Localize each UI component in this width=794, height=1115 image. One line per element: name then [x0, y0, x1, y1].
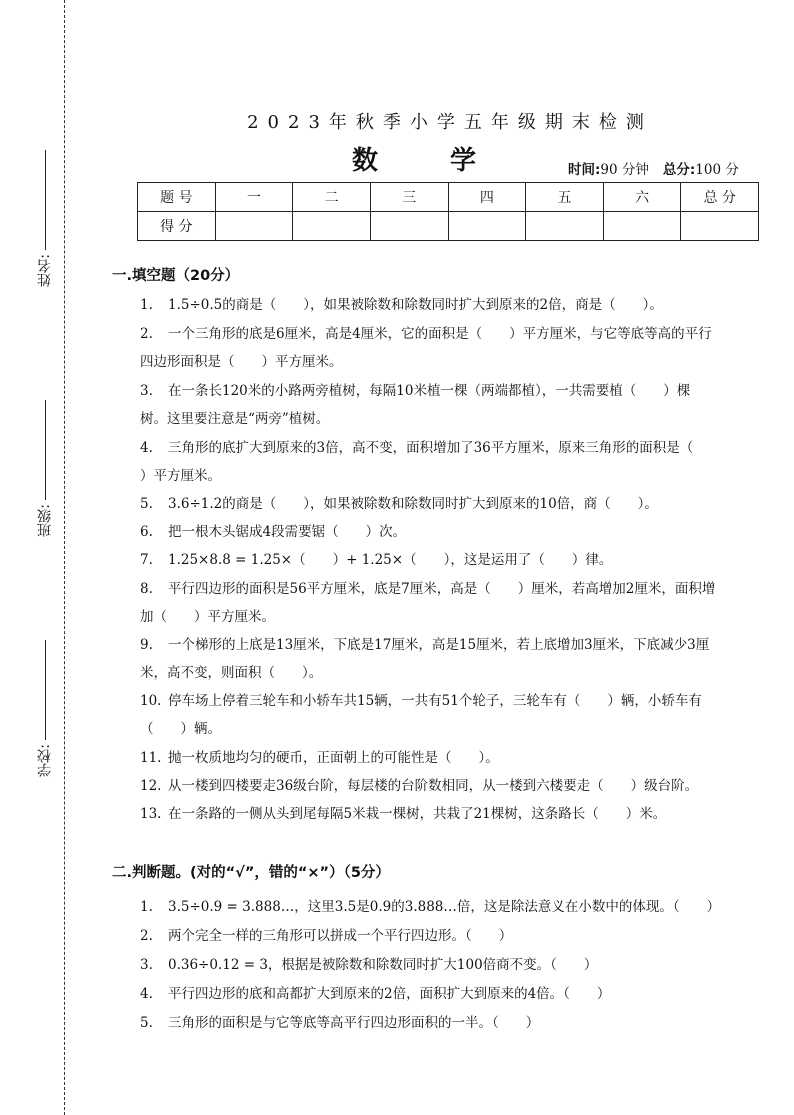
side-field-class: [34, 400, 56, 537]
question-text: 0.36÷0.12 = 3，根据是被除数和除数同时扩大100倍商不变。（ ）: [168, 957, 598, 973]
section1-title: 一.填空题（20分）: [112, 268, 240, 284]
question: [140, 434, 760, 490]
section2-title: 二.判断题。(对的“√”，错的“×”）（5分）: [112, 865, 390, 881]
side-name-line[interactable]: [45, 150, 46, 250]
question-text: 3.5÷0.9 = 3.888…，这里3.5是0.9的3.888…倍，这是除法意义在小数中的体现。（ ）: [168, 899, 721, 915]
question-text: 两个完全一样的三角形可以拼成一个平行四边形。（ ）: [168, 928, 513, 944]
score-header-cell: 五: [526, 183, 604, 212]
question: [140, 980, 760, 1008]
subject-title: 数学: [352, 146, 549, 176]
question-number: 10.: [140, 693, 162, 709]
question-text: 平行四边形的底和高都扩大到原来的2倍，面积扩大到原来的4倍。（ ）: [168, 986, 611, 1002]
score-header-cell: 三: [370, 183, 448, 212]
score-input-cell[interactable]: [526, 212, 604, 241]
question-number: 9.: [140, 637, 153, 653]
question-text: 平行四边形的面积是56平方厘米，底是7厘米，高是（ ）厘米，若高增加2厘米，面积增: [168, 581, 716, 597]
question-number: 8.: [140, 581, 153, 597]
score-table-score-row: [138, 212, 759, 241]
total-score-value: 100 分: [695, 162, 739, 178]
question: [140, 490, 760, 518]
question-number: 1.: [140, 297, 153, 313]
question-text: 把一根木头锯成4段需要锯（ ）次。: [168, 524, 407, 540]
question-text-cont: 树。这里要注意是“两旁”植树。: [140, 411, 330, 427]
question-number: 5.: [140, 1015, 153, 1031]
question: [140, 800, 760, 828]
score-header-cell: 四: [448, 183, 526, 212]
question: [140, 320, 760, 376]
side-class-line[interactable]: [45, 400, 46, 500]
question-text-cont: 米，高不变，则面积（ ）。: [140, 665, 323, 681]
question-text: 一个梯形的上底是13厘米，下底是17厘米，高是15厘米，若上底增加3厘米，下底减少3厘: [168, 637, 710, 653]
time-value: 90 分钟: [600, 162, 649, 178]
score-header-cell: 六: [603, 183, 681, 212]
side-class-label: 班级:: [37, 504, 53, 537]
question-number: 4.: [140, 440, 153, 456]
side-school-label: 学校:: [37, 744, 53, 777]
question-number: 1.: [140, 899, 153, 915]
question-text: 三角形的面积是与它等底等高平行四边形面积的一半。（ ）: [168, 1015, 540, 1031]
question-text: 1.5÷0.5的商是（ ），如果被除数和除数同时扩大到原来的2倍，商是（ ）。: [168, 297, 663, 313]
question: [140, 377, 760, 433]
score-header-cell: 总 分: [681, 183, 759, 212]
question: [140, 744, 760, 772]
question: [140, 575, 760, 631]
question-text: 停车场上停着三轮车和小轿车共15辆，一共有51个轮子，三轮车有（ ）辆，小轿车有: [168, 693, 702, 709]
question-number: 12.: [140, 778, 162, 794]
question-text: 三角形的底扩大到原来的3倍，高不变，面积增加了36平方厘米，原来三角形的面积是（: [168, 440, 694, 456]
question-text: 从一楼到四楼要走36级台阶，每层楼的台阶数相同，从一楼到六楼要走（ ）级台阶。: [168, 778, 699, 794]
exam-title: 2023年秋季小学五年级期末检测: [247, 112, 653, 133]
question: [140, 772, 760, 800]
question: [140, 546, 760, 574]
exam-meta: [568, 158, 739, 178]
question-number: 3.: [140, 957, 153, 973]
score-input-cell[interactable]: [681, 212, 759, 241]
question-text-cont: 加（ ）平方厘米。: [140, 609, 275, 625]
question-text: 在一条路的一侧从头到尾每隔5米栽一棵树，共栽了21棵树，这条路长（ ）米。: [168, 806, 667, 822]
side-name-label: 姓名:: [37, 254, 53, 287]
question: [140, 518, 760, 546]
score-table: [137, 182, 759, 241]
question: [140, 893, 760, 921]
question-number: 2.: [140, 326, 153, 342]
score-input-cell[interactable]: [603, 212, 681, 241]
side-field-school: [34, 640, 56, 777]
question: [140, 291, 760, 319]
question-text-cont: ）平方厘米。: [140, 468, 221, 484]
side-school-line[interactable]: [45, 640, 46, 740]
question-number: 5.: [140, 496, 153, 512]
question-number: 6.: [140, 524, 153, 540]
binding-dashed-line: [64, 0, 65, 1115]
question: [140, 687, 760, 743]
question-number: 11.: [140, 750, 162, 766]
question-text: 一个三角形的底是6厘米，高是4厘米，它的面积是（ ）平方厘米，与它等底等高的平行: [168, 326, 712, 342]
question-text: 3.6÷1.2的商是（ ），如果被除数和除数同时扩大到原来的10倍，商（ ）。: [168, 496, 658, 512]
score-header-cell: 二: [293, 183, 371, 212]
score-header-cell: 题 号: [138, 183, 216, 212]
question-text-cont: （ ）辆。: [140, 721, 221, 737]
question-number: 4.: [140, 986, 153, 1002]
question: [140, 1009, 760, 1037]
score-input-cell[interactable]: [370, 212, 448, 241]
question-text: 1.25×8.8 = 1.25×（ ）+ 1.25×（ ），这是运用了（ ）律。: [168, 552, 613, 568]
side-field-name: [34, 150, 56, 287]
score-input-cell[interactable]: [448, 212, 526, 241]
question-number: 7.: [140, 552, 153, 568]
score-row-label: 得 分: [138, 212, 216, 241]
score-input-cell[interactable]: [293, 212, 371, 241]
question: [140, 631, 760, 687]
time-label: 时间:: [568, 162, 601, 178]
question-number: 13.: [140, 806, 162, 822]
total-score-label: 总分:: [662, 162, 696, 178]
score-header-cell: 一: [215, 183, 293, 212]
question-text-cont: 四边形面积是（ ）平方厘米。: [140, 354, 343, 370]
question: [140, 951, 760, 979]
question-text: 抛一枚质地均匀的硬币，正面朝上的可能性是（ ）。: [168, 750, 499, 766]
score-input-cell[interactable]: [215, 212, 293, 241]
question-text: 在一条长120米的小路两旁植树，每隔10米植一棵（两端都植），一共需要植（ ）棵: [168, 383, 691, 399]
score-table-header-row: [138, 183, 759, 212]
question: [140, 922, 760, 950]
question-number: 3.: [140, 383, 153, 399]
question-number: 2.: [140, 928, 153, 944]
